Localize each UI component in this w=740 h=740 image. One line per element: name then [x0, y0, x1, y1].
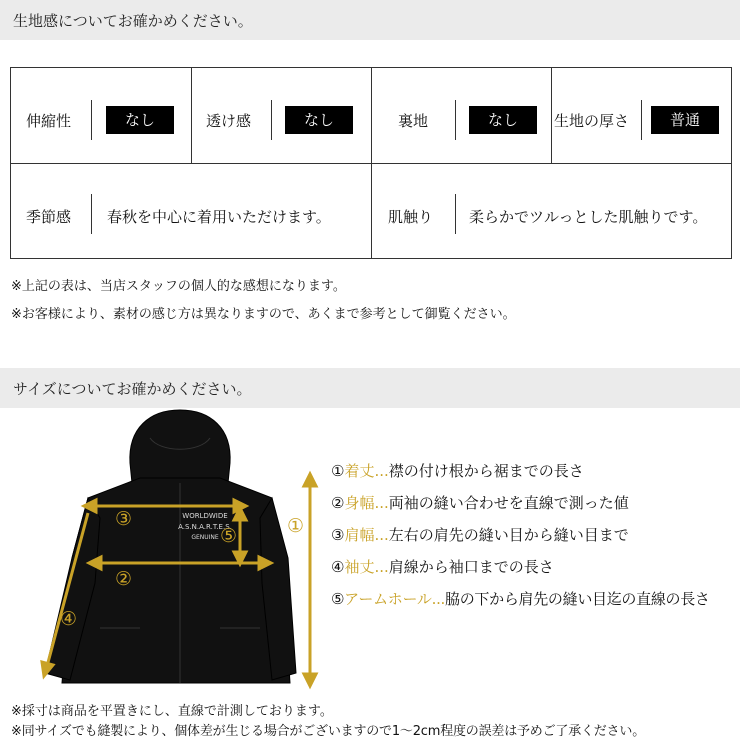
- legend-item-5: ⑤アームホール...脇の下から肩先の縫い目迄の直線の長さ: [331, 590, 710, 608]
- legend-item-4: ④袖丈...肩線から袖口までの長さ: [331, 558, 554, 576]
- table-col-divider: [191, 68, 192, 163]
- touch-value: 柔らかでツルっとした肌触りです。: [469, 208, 708, 226]
- fabric-note: ※お客様により、素材の感じ方は異なりますので、あくまで参考として御覧ください。: [11, 307, 516, 322]
- table-col-divider: [371, 68, 372, 258]
- legend-item-2: ②身幅...両袖の縫い合わせを直線で測った値: [331, 494, 629, 512]
- sheer-label: 透け感: [206, 112, 252, 130]
- sheer-badge: なし: [285, 106, 353, 134]
- table-col-divider: [551, 68, 552, 163]
- cell-separator: [455, 100, 456, 140]
- marker-3: ③: [115, 508, 133, 530]
- jacket-hood: [130, 410, 230, 483]
- cell-separator: [271, 100, 272, 140]
- cell-separator: [91, 100, 92, 140]
- stretch-badge: なし: [106, 106, 174, 134]
- marker-5: ⑤: [220, 525, 238, 547]
- cell-separator: [91, 194, 92, 234]
- season-label: 季節感: [26, 208, 72, 226]
- arrow-head: [304, 674, 316, 686]
- lining-label: 裏地: [398, 112, 429, 130]
- marker-4: ④: [60, 608, 78, 630]
- touch-label: 肌触り: [388, 208, 434, 226]
- fabric-table: [10, 67, 732, 259]
- season-value: 春秋を中心に着用いただけます。: [107, 208, 331, 226]
- marker-1: ①: [287, 515, 305, 537]
- chest-print-line1: WORLDWIDE: [182, 512, 228, 520]
- legend-item-3: ③肩幅...左右の肩先の縫い目から縫い目まで: [331, 526, 629, 544]
- fabric-note: ※上記の表は、当店スタッフの個人的な感想になります。: [11, 279, 346, 294]
- marker-2: ②: [115, 568, 133, 590]
- size-note: ※採寸は商品を平置きにし、直線で計測しております。: [11, 704, 333, 719]
- chest-print-line2: A.S.N.A.R.T.E.S.: [178, 523, 232, 531]
- thickness-label: 生地の厚さ: [554, 112, 630, 130]
- stretch-label: 伸縮性: [26, 112, 72, 130]
- cell-separator: [455, 194, 456, 234]
- arrow-head: [304, 474, 316, 486]
- jacket-diagram: [0, 408, 330, 693]
- lining-badge: なし: [469, 106, 537, 134]
- size-section-header: [0, 368, 740, 408]
- size-note: ※同サイズでも縫製により、個体差が生じる場合がございますので1～2cm程度の誤差は予めご了承ください。: [11, 724, 646, 739]
- thickness-badge: 普通: [651, 106, 719, 134]
- fabric-section-header: [0, 0, 740, 40]
- fabric-section-title: 生地感についてお確かめください。: [13, 12, 253, 30]
- chest-print-line3: GENUINE: [191, 534, 219, 541]
- cell-separator: [641, 100, 642, 140]
- legend-item-1: ①着丈...襟の付け根から裾までの長さ: [331, 462, 584, 480]
- size-section-title: サイズについてお確かめください。: [13, 380, 252, 398]
